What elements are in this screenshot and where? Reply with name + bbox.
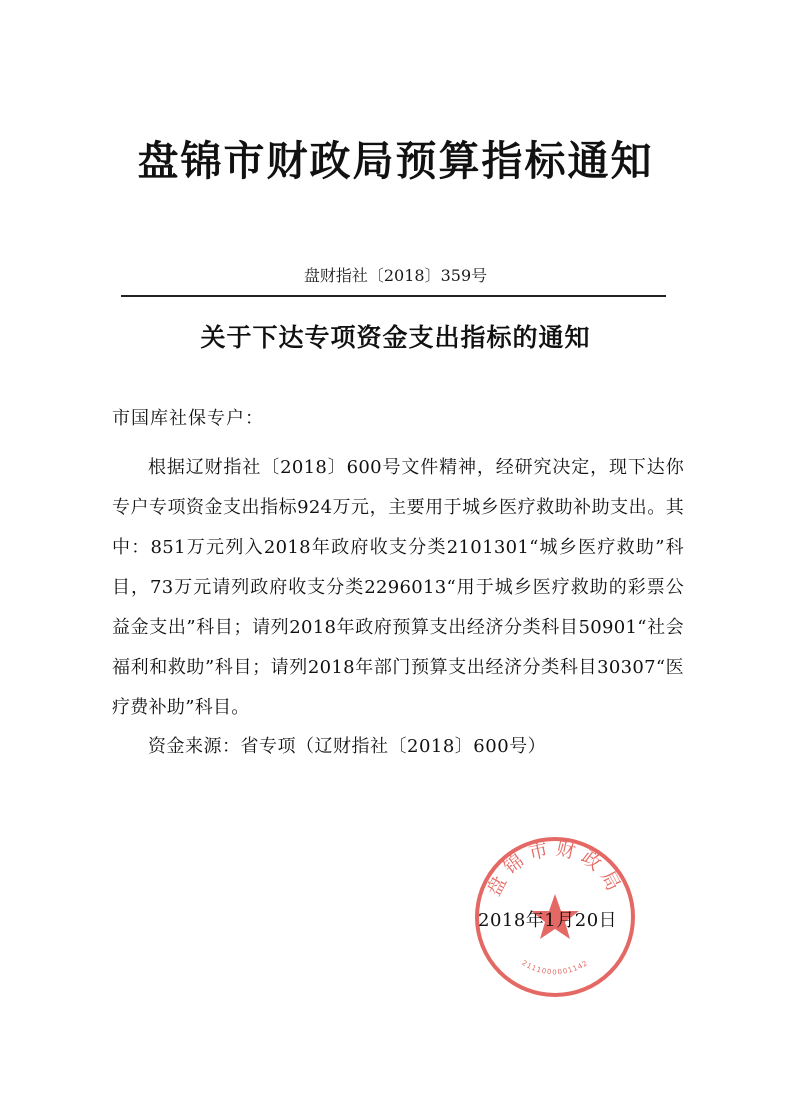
header-divider xyxy=(121,295,666,297)
recipient-line: 市国库社保专户： xyxy=(112,408,264,429)
svg-text:盘锦市财政局 xyxy=(483,838,627,900)
fund-source-line: 资金来源：省专项（辽财指社〔2018〕600号） xyxy=(148,736,547,757)
document-number: 盘财指社〔2018〕359号 xyxy=(303,266,488,285)
issue-date: 2018年1月20日 xyxy=(478,910,618,931)
seal-text: 盘锦市财政局 xyxy=(482,837,628,900)
notice-subtitle: 关于下达专项资金支出指标的通知 xyxy=(200,323,591,352)
seal-code: 2111000001142 xyxy=(520,958,590,977)
svg-text:2111000001142 xyxy=(520,959,589,976)
body-paragraph: 根据辽财指社〔2018〕600号文件精神，经研究决定，现下达你专户专项资金支出指标924万元，主要用于城乡医疗救助补助支出。其中：851万元列入2018年政府收支分类2101301“城乡医疗救助”科目，73万元请列政府收支分类2296013“用于城乡医疗救助的彩票公益金支出”科目；请列2018年政府预算支出经济分类科目50901“社会福利和救助”科目；请列2018年部门预算支出经济分类科目30307“医疗费补助”科目。 xyxy=(112,457,684,718)
document-title: 盘锦市财政局预算指标通知 xyxy=(137,137,654,185)
